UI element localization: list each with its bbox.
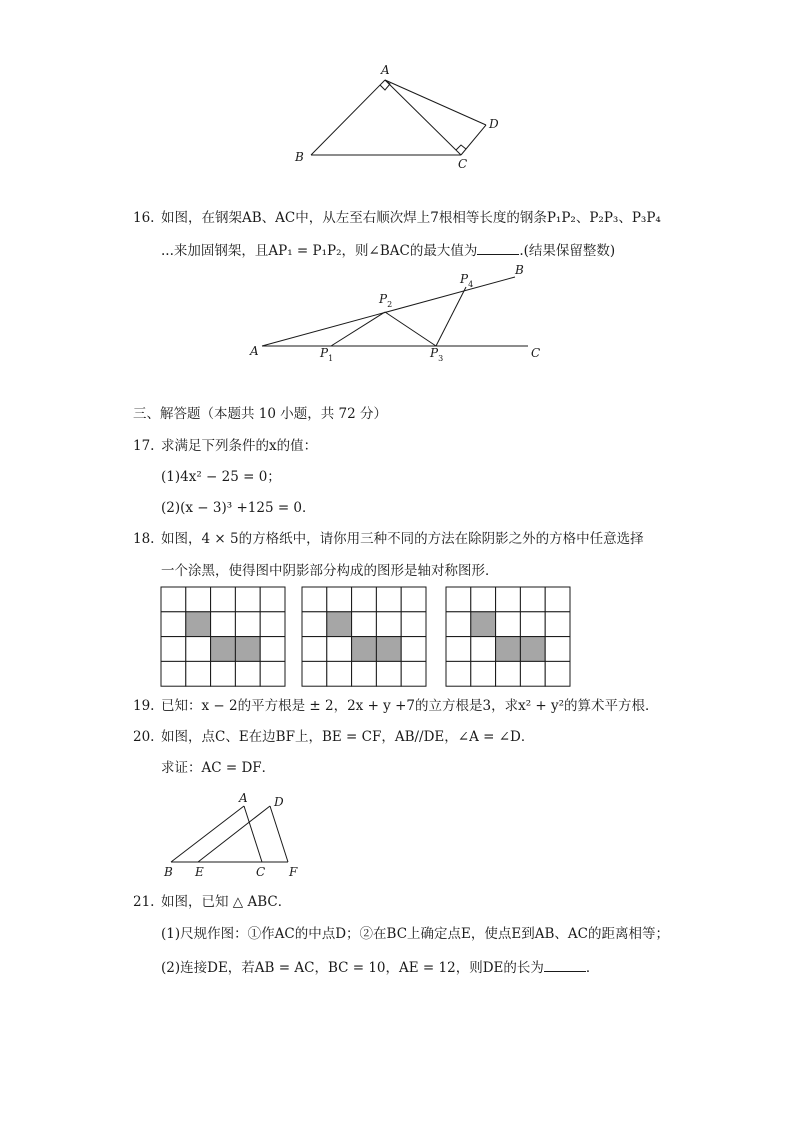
question-text: 如图，已知 △ ABC． <box>161 894 292 910</box>
vertex-label-b: B <box>295 150 304 164</box>
vertex-label-a: A <box>381 63 390 77</box>
point-label-d: D <box>274 795 284 809</box>
point-label-c: C <box>256 865 266 879</box>
question-number: 19. <box>133 698 155 714</box>
vertex-label-d: D <box>489 117 499 131</box>
point-label-p4: $P_4$ <box>460 272 474 289</box>
question-text: 已知：x − 2的平方根是 ± 2，2x + y +7的立方根是3，求x² + y²的算术平方根． <box>161 698 659 714</box>
question-part-2: (2)(x − 3)³ +125 = 0． <box>161 500 316 516</box>
answer-blank[interactable] <box>544 957 586 972</box>
question-text-pre: (2)连接DE，若AB = AC，BC = 10，AE = 12，则DE的长为 <box>161 960 544 976</box>
point-label-b: B <box>515 263 524 277</box>
point-label-b: B <box>164 865 173 879</box>
point-label-e: E <box>195 865 204 879</box>
point-label-p1: $P_1$ <box>320 346 334 363</box>
point-label-p3: $P_3$ <box>430 346 444 363</box>
question-text-post: ． <box>585 960 600 976</box>
proof-statement: 求证：AC = DF． <box>161 760 276 776</box>
vertex-label-c: C <box>458 157 468 171</box>
section-heading: 三、解答题（本题共 10 小题，共 72 分） <box>133 406 388 422</box>
question-part-1: (1)4x² − 25 = 0； <box>161 469 281 485</box>
question-text: 如图，在钢架AB、AC中，从左至右顺次焊上7根相等长度的钢条P₁P₂、P₂P₃、P₃P₄ <box>161 210 661 226</box>
point-label-a: A <box>239 791 248 805</box>
question-number: 16. <box>133 210 155 226</box>
question-text: 求满足下列条件的x的值： <box>161 438 318 454</box>
question-number: 17. <box>133 438 155 454</box>
question-text: 如图，4 × 5的方格纸中，请你用三种不同的方法在除阴影之外的方格中任意选择 <box>161 531 644 547</box>
point-label-p2: $P_2$ <box>379 292 393 309</box>
question-part-2 <box>161 957 599 977</box>
question-text-post: .(结果保留整数) <box>519 243 616 259</box>
point-label-c: C <box>531 346 541 360</box>
question-part-1: (1)尺规作图：①作AC的中点D；②在BC上确定点E，使点E到AB、AC的距离相等； <box>161 926 669 942</box>
point-label-a: A <box>250 344 259 358</box>
question-text-line2: 一个涂黑，使得图中阴影部分构成的图形是轴对称图形． <box>161 563 499 579</box>
question-number: 21. <box>133 894 155 910</box>
point-label-f: F <box>289 865 298 879</box>
question-number: 20. <box>133 729 155 745</box>
question-text-pre: ...来加固钢架，且AP₁ = P₁P₂，则∠BAC的最大值为 <box>161 243 478 259</box>
question-text: 如图，点C、E在边BF上，BE = CF，AB//DE，∠A = ∠D． <box>161 729 535 745</box>
question-number: 18. <box>133 531 155 547</box>
